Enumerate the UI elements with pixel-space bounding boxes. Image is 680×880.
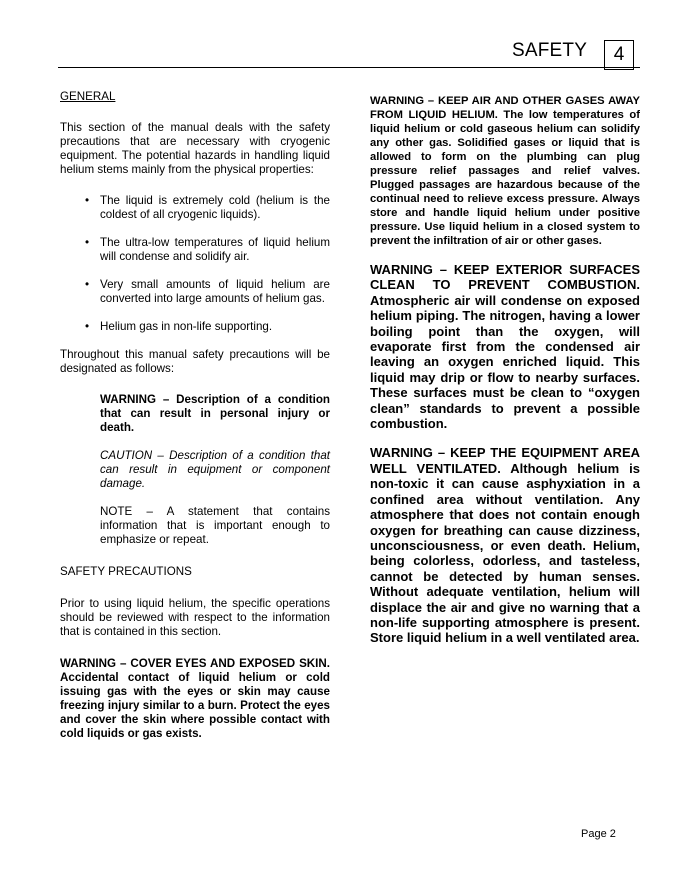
header-rule: [58, 67, 640, 68]
properties-list: [60, 194, 330, 334]
heading-general: GENERAL: [60, 90, 116, 103]
list-item: • Very small amounts of liquid helium are converted into large amounts of helium gas.: [60, 278, 330, 306]
list-item: • Helium gas in non-life supporting.: [60, 320, 330, 334]
heading-safety-precautions: SAFETY PRECAUTIONS: [60, 565, 192, 578]
page-number: Page 2: [581, 828, 616, 840]
list-item: • The liquid is extremely cold (helium is the coldest of all cryogenic liquids).: [60, 194, 330, 222]
warning-exterior-surfaces: WARNING – KEEP EXTERIOR SURFACES CLEAN TO PREVENT COMBUSTION. Atmospheric air will condense on exposed helium piping. The nitrogen, having a lower boiling point than the oxygen, will evaporate first from the condensed air leaving an oxygen enriched liquid. This liquid may drip or flow to nearby surfaces. These surfaces must be clean to “oxygen clean” standards to prevent a possible combustion.: [370, 262, 640, 432]
warning-ventilation: WARNING – KEEP THE EQUIPMENT AREA WELL VENTILATED. Although helium is non-toxic it can cause asphyxiation in a confined area without ventilation. Any atmosphere that does not contain enough oxygen for breathing can cause dizziness, unconsciousness, or even death. Helium, being colorless, odorless, and tasteless, cannot be detected by human senses. Without adequate ventilation, helium will displace the air and give no warning that a non-life supporting atmosphere is present. Store liquid helium in a well ventilated area.: [370, 445, 640, 646]
chapter-number-box: 4: [604, 40, 634, 70]
throughout-paragraph: Throughout this manual safety precautions will be designated as follows:: [60, 348, 330, 375]
caution-definition: CAUTION – Description of a condition that can result in equipment or component damage.: [100, 449, 330, 490]
prior-paragraph: Prior to using liquid helium, the specific operations should be reviewed with respect to the information that is contained in this section.: [60, 597, 330, 638]
right-column: [370, 94, 640, 646]
left-column: [60, 90, 330, 741]
intro-paragraph: This section of the manual deals with the safety precautions that are necessary with cryogenic equipment. The potential hazards in handling liquid helium stems mainly from the physical properties:: [60, 121, 330, 176]
warning-cover-eyes: WARNING – COVER EYES AND EXPOSED SKIN. Accidental contact of liquid helium or cold issuing gas with the eyes or skin may cause freezing injury similar to a burn. Protect the eyes and cover the skin where possible contact with cold liquids or gas exists.: [60, 657, 330, 740]
note-definition: NOTE – A statement that contains information that is important enough to emphasize or repeat.: [100, 505, 330, 546]
list-item: • The ultra-low temperatures of liquid helium will condense and solidify air.: [60, 236, 330, 264]
warning-definition: WARNING – Description of a condition that can result in personal injury or death.: [100, 393, 330, 434]
warning-keep-air-away: WARNING – KEEP AIR AND OTHER GASES AWAY FROM LIQUID HELIUM. The low temperatures of liquid helium or cold gaseous helium can solidify any other gas. Solidified gases or liquid that is allowed to form on the plumbing can plug pressure relief passages and relief valves. Plugged passages are hazardous because of the continual need to relieve excess pressure. Always store and handle liquid helium under positive pressure. Use liquid helium in a closed system to prevent the infiltration of air or other gases.: [370, 95, 640, 247]
section-title: SAFETY: [512, 40, 588, 61]
